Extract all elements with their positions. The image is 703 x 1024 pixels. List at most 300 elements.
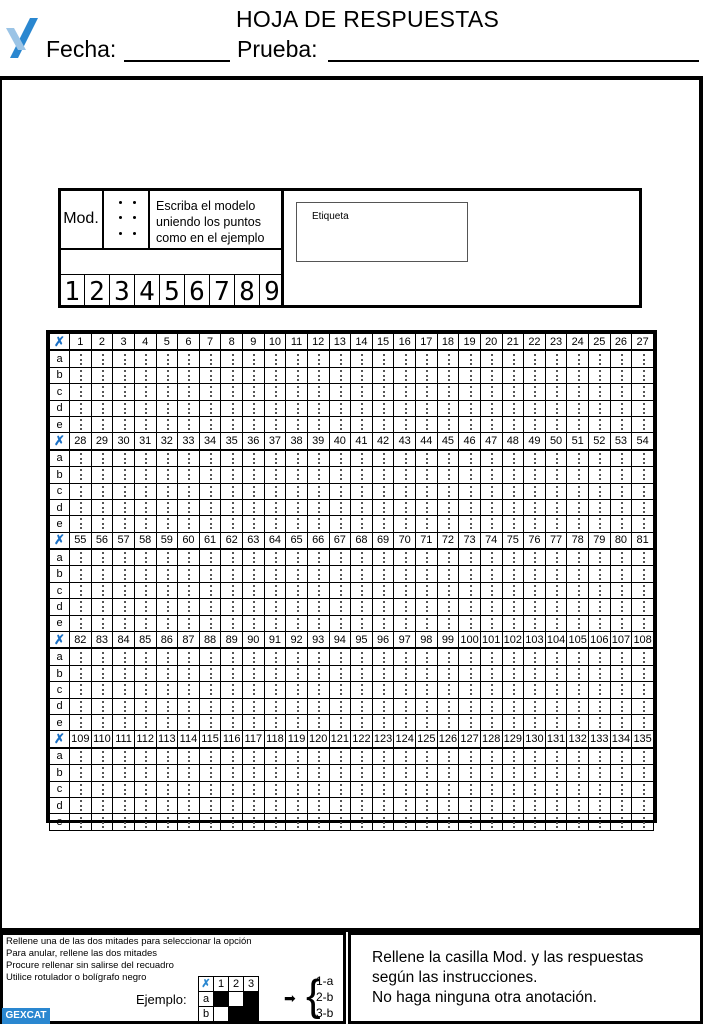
answer-bubble[interactable] — [178, 781, 200, 797]
answer-bubble[interactable] — [372, 582, 394, 598]
answer-bubble[interactable] — [502, 748, 524, 765]
answer-bubble[interactable] — [351, 483, 373, 499]
answer-bubble[interactable] — [329, 566, 351, 582]
answer-bubble[interactable] — [70, 648, 92, 665]
answer-bubble[interactable] — [199, 698, 221, 714]
answer-bubble[interactable] — [567, 765, 589, 781]
answer-bubble[interactable] — [351, 350, 373, 367]
answer-bubble[interactable] — [351, 367, 373, 383]
answer-bubble[interactable] — [394, 400, 416, 416]
answer-bubble[interactable] — [372, 516, 394, 532]
answer-bubble[interactable] — [459, 416, 481, 432]
answer-bubble[interactable] — [91, 499, 113, 515]
answer-bubble[interactable] — [156, 467, 178, 483]
answer-bubble[interactable] — [416, 483, 438, 499]
answer-bubble[interactable] — [437, 615, 459, 631]
answer-bubble[interactable] — [264, 400, 286, 416]
answer-bubble[interactable] — [416, 499, 438, 515]
answer-bubble[interactable] — [632, 582, 654, 598]
answer-bubble[interactable] — [221, 682, 243, 698]
answer-bubble[interactable] — [178, 714, 200, 730]
answer-bubble[interactable] — [199, 615, 221, 631]
answer-bubble[interactable] — [178, 367, 200, 383]
answer-bubble[interactable] — [307, 648, 329, 665]
answer-bubble[interactable] — [178, 814, 200, 830]
answer-bubble[interactable] — [178, 748, 200, 765]
answer-bubble[interactable] — [372, 599, 394, 615]
answer-bubble[interactable] — [221, 599, 243, 615]
answer-bubble[interactable] — [502, 416, 524, 432]
answer-bubble[interactable] — [480, 599, 502, 615]
answer-bubble[interactable] — [610, 648, 632, 665]
answer-bubble[interactable] — [372, 566, 394, 582]
answer-bubble[interactable] — [524, 350, 546, 367]
answer-bubble[interactable] — [632, 400, 654, 416]
answer-bubble[interactable] — [307, 350, 329, 367]
answer-bubble[interactable] — [199, 350, 221, 367]
answer-bubble[interactable] — [416, 814, 438, 830]
answer-bubble[interactable] — [70, 516, 92, 532]
answer-bubble[interactable] — [459, 615, 481, 631]
answer-bubble[interactable] — [632, 350, 654, 367]
answer-bubble[interactable] — [199, 665, 221, 681]
answer-bubble[interactable] — [178, 483, 200, 499]
answer-bubble[interactable] — [589, 566, 611, 582]
answer-bubble[interactable] — [632, 698, 654, 714]
answer-bubble[interactable] — [502, 499, 524, 515]
answer-bubble[interactable] — [91, 599, 113, 615]
answer-bubble[interactable] — [567, 714, 589, 730]
answer-bubble[interactable] — [502, 599, 524, 615]
answer-bubble[interactable] — [372, 814, 394, 830]
answer-bubble[interactable] — [437, 582, 459, 598]
answer-bubble[interactable] — [545, 748, 567, 765]
answer-bubble[interactable] — [394, 549, 416, 566]
answer-bubble[interactable] — [372, 781, 394, 797]
answer-bubble[interactable] — [437, 748, 459, 765]
answer-bubble[interactable] — [286, 797, 308, 813]
answer-bubble[interactable] — [610, 483, 632, 499]
answer-bubble[interactable] — [545, 582, 567, 598]
answer-bubble[interactable] — [437, 350, 459, 367]
answer-bubble[interactable] — [134, 814, 156, 830]
answer-bubble[interactable] — [372, 367, 394, 383]
answer-bubble[interactable] — [437, 599, 459, 615]
answer-bubble[interactable] — [524, 814, 546, 830]
answer-bubble[interactable] — [480, 781, 502, 797]
answer-bubble[interactable] — [502, 714, 524, 730]
answer-bubble[interactable] — [459, 797, 481, 813]
answer-bubble[interactable] — [416, 384, 438, 400]
answer-bubble[interactable] — [589, 450, 611, 467]
answer-bubble[interactable] — [545, 714, 567, 730]
answer-bubble[interactable] — [545, 416, 567, 432]
answer-bubble[interactable] — [264, 748, 286, 765]
answer-bubble[interactable] — [610, 499, 632, 515]
answer-bubble[interactable] — [113, 416, 135, 432]
answer-bubble[interactable] — [329, 781, 351, 797]
answer-bubble[interactable] — [156, 665, 178, 681]
answer-bubble[interactable] — [437, 416, 459, 432]
answer-bubble[interactable] — [307, 400, 329, 416]
answer-bubble[interactable] — [459, 582, 481, 598]
answer-bubble[interactable] — [351, 698, 373, 714]
answer-bubble[interactable] — [610, 467, 632, 483]
answer-bubble[interactable] — [91, 566, 113, 582]
answer-bubble[interactable] — [480, 367, 502, 383]
answer-bubble[interactable] — [286, 499, 308, 515]
answer-bubble[interactable] — [113, 516, 135, 532]
answer-bubble[interactable] — [524, 648, 546, 665]
answer-bubble[interactable] — [178, 450, 200, 467]
answer-bubble[interactable] — [286, 467, 308, 483]
answer-bubble[interactable] — [91, 698, 113, 714]
answer-bubble[interactable] — [286, 665, 308, 681]
answer-bubble[interactable] — [70, 714, 92, 730]
answer-bubble[interactable] — [243, 549, 265, 566]
answer-bubble[interactable] — [437, 648, 459, 665]
answer-bubble[interactable] — [156, 781, 178, 797]
answer-bubble[interactable] — [286, 566, 308, 582]
answer-bubble[interactable] — [610, 748, 632, 765]
answer-bubble[interactable] — [70, 400, 92, 416]
answer-bubble[interactable] — [589, 549, 611, 566]
answer-bubble[interactable] — [416, 698, 438, 714]
answer-bubble[interactable] — [178, 467, 200, 483]
answer-bubble[interactable] — [589, 765, 611, 781]
answer-bubble[interactable] — [632, 765, 654, 781]
answer-bubble[interactable] — [307, 582, 329, 598]
answer-bubble[interactable] — [113, 549, 135, 566]
answer-bubble[interactable] — [351, 814, 373, 830]
answer-bubble[interactable] — [459, 665, 481, 681]
answer-bubble[interactable] — [221, 566, 243, 582]
answer-bubble[interactable] — [113, 450, 135, 467]
answer-bubble[interactable] — [70, 814, 92, 830]
answer-bubble[interactable] — [329, 648, 351, 665]
answer-bubble[interactable] — [178, 516, 200, 532]
answer-bubble[interactable] — [459, 648, 481, 665]
answer-bubble[interactable] — [264, 714, 286, 730]
answer-bubble[interactable] — [329, 599, 351, 615]
answer-bubble[interactable] — [567, 367, 589, 383]
answer-bubble[interactable] — [351, 781, 373, 797]
answer-bubble[interactable] — [199, 467, 221, 483]
answer-bubble[interactable] — [437, 549, 459, 566]
answer-bubble[interactable] — [134, 682, 156, 698]
answer-bubble[interactable] — [459, 748, 481, 765]
answer-bubble[interactable] — [589, 781, 611, 797]
answer-bubble[interactable] — [502, 483, 524, 499]
answer-bubble[interactable] — [156, 450, 178, 467]
answer-bubble[interactable] — [610, 450, 632, 467]
answer-bubble[interactable] — [351, 384, 373, 400]
answer-bubble[interactable] — [113, 582, 135, 598]
answer-bubble[interactable] — [524, 549, 546, 566]
answer-bubble[interactable] — [329, 814, 351, 830]
answer-bubble[interactable] — [351, 416, 373, 432]
answer-bubble[interactable] — [199, 814, 221, 830]
answer-bubble[interactable] — [524, 516, 546, 532]
answer-bubble[interactable] — [70, 797, 92, 813]
answer-bubble[interactable] — [91, 748, 113, 765]
answer-bubble[interactable] — [394, 467, 416, 483]
answer-bubble[interactable] — [199, 450, 221, 467]
answer-bubble[interactable] — [524, 450, 546, 467]
answer-bubble[interactable] — [394, 748, 416, 765]
answer-bubble[interactable] — [632, 682, 654, 698]
answer-bubble[interactable] — [567, 416, 589, 432]
answer-bubble[interactable] — [199, 367, 221, 383]
answer-bubble[interactable] — [264, 450, 286, 467]
answer-bubble[interactable] — [545, 698, 567, 714]
answer-bubble[interactable] — [437, 797, 459, 813]
answer-bubble[interactable] — [264, 648, 286, 665]
answer-bubble[interactable] — [610, 599, 632, 615]
answer-bubble[interactable] — [70, 483, 92, 499]
answer-bubble[interactable] — [264, 467, 286, 483]
answer-bubble[interactable] — [307, 367, 329, 383]
answer-bubble[interactable] — [416, 450, 438, 467]
answer-bubble[interactable] — [243, 748, 265, 765]
answer-bubble[interactable] — [545, 467, 567, 483]
answer-bubble[interactable] — [134, 467, 156, 483]
answer-bubble[interactable] — [134, 416, 156, 432]
answer-bubble[interactable] — [221, 781, 243, 797]
answer-bubble[interactable] — [178, 698, 200, 714]
answer-bubble[interactable] — [329, 350, 351, 367]
answer-bubble[interactable] — [416, 400, 438, 416]
answer-bubble[interactable] — [416, 781, 438, 797]
answer-bubble[interactable] — [286, 367, 308, 383]
answer-bubble[interactable] — [632, 450, 654, 467]
answer-bubble[interactable] — [264, 384, 286, 400]
answer-bubble[interactable] — [264, 765, 286, 781]
answer-bubble[interactable] — [372, 797, 394, 813]
answer-bubble[interactable] — [91, 765, 113, 781]
answer-bubble[interactable] — [610, 350, 632, 367]
answer-bubble[interactable] — [134, 714, 156, 730]
answer-bubble[interactable] — [394, 781, 416, 797]
answer-bubble[interactable] — [329, 384, 351, 400]
answer-bubble[interactable] — [394, 814, 416, 830]
answer-bubble[interactable] — [502, 765, 524, 781]
answer-bubble[interactable] — [307, 599, 329, 615]
answer-bubble[interactable] — [156, 797, 178, 813]
answer-bubble[interactable] — [221, 648, 243, 665]
answer-bubble[interactable] — [524, 367, 546, 383]
answer-bubble[interactable] — [329, 416, 351, 432]
answer-bubble[interactable] — [199, 797, 221, 813]
answer-bubble[interactable] — [113, 765, 135, 781]
answer-bubble[interactable] — [545, 765, 567, 781]
answer-bubble[interactable] — [372, 450, 394, 467]
answer-bubble[interactable] — [199, 748, 221, 765]
answer-bubble[interactable] — [70, 350, 92, 367]
answer-bubble[interactable] — [264, 416, 286, 432]
answer-bubble[interactable] — [243, 467, 265, 483]
answer-bubble[interactable] — [113, 483, 135, 499]
answer-bubble[interactable] — [545, 648, 567, 665]
answer-bubble[interactable] — [632, 499, 654, 515]
answer-bubble[interactable] — [243, 450, 265, 467]
answer-bubble[interactable] — [243, 499, 265, 515]
answer-bubble[interactable] — [307, 698, 329, 714]
answer-bubble[interactable] — [351, 599, 373, 615]
answer-bubble[interactable] — [243, 599, 265, 615]
answer-bubble[interactable] — [459, 549, 481, 566]
answer-bubble[interactable] — [286, 582, 308, 598]
answer-bubble[interactable] — [567, 400, 589, 416]
answer-bubble[interactable] — [113, 682, 135, 698]
answer-bubble[interactable] — [480, 450, 502, 467]
answer-bubble[interactable] — [329, 665, 351, 681]
answer-bubble[interactable] — [632, 781, 654, 797]
answer-bubble[interactable] — [524, 582, 546, 598]
answer-bubble[interactable] — [416, 765, 438, 781]
answer-bubble[interactable] — [199, 483, 221, 499]
answer-bubble[interactable] — [351, 400, 373, 416]
answer-bubble[interactable] — [307, 682, 329, 698]
answer-bubble[interactable] — [394, 698, 416, 714]
answer-bubble[interactable] — [372, 483, 394, 499]
answer-bubble[interactable] — [329, 698, 351, 714]
answer-bubble[interactable] — [307, 566, 329, 582]
answer-bubble[interactable] — [416, 648, 438, 665]
answer-bubble[interactable] — [437, 665, 459, 681]
answer-bubble[interactable] — [243, 797, 265, 813]
answer-bubble[interactable] — [199, 400, 221, 416]
answer-bubble[interactable] — [264, 682, 286, 698]
answer-bubble[interactable] — [567, 698, 589, 714]
answer-bubble[interactable] — [459, 781, 481, 797]
answer-bubble[interactable] — [243, 682, 265, 698]
answer-bubble[interactable] — [502, 400, 524, 416]
answer-bubble[interactable] — [372, 549, 394, 566]
answer-bubble[interactable] — [243, 698, 265, 714]
answer-bubble[interactable] — [113, 599, 135, 615]
answer-bubble[interactable] — [610, 549, 632, 566]
answer-bubble[interactable] — [610, 814, 632, 830]
answer-bubble[interactable] — [286, 748, 308, 765]
answer-bubble[interactable] — [524, 467, 546, 483]
answer-bubble[interactable] — [178, 350, 200, 367]
model-dots-field[interactable] — [104, 190, 150, 248]
answer-bubble[interactable] — [502, 467, 524, 483]
answer-bubble[interactable] — [524, 797, 546, 813]
answer-bubble[interactable] — [329, 615, 351, 631]
answer-bubble[interactable] — [589, 350, 611, 367]
answer-bubble[interactable] — [307, 450, 329, 467]
answer-bubble[interactable] — [91, 400, 113, 416]
answer-bubble[interactable] — [480, 350, 502, 367]
answer-bubble[interactable] — [394, 384, 416, 400]
answer-bubble[interactable] — [416, 599, 438, 615]
answer-bubble[interactable] — [589, 698, 611, 714]
answer-bubble[interactable] — [134, 367, 156, 383]
answer-bubble[interactable] — [199, 648, 221, 665]
answer-bubble[interactable] — [307, 748, 329, 765]
answer-bubble[interactable] — [459, 350, 481, 367]
answer-bubble[interactable] — [221, 384, 243, 400]
answer-bubble[interactable] — [610, 665, 632, 681]
answer-bubble[interactable] — [524, 483, 546, 499]
answer-bubble[interactable] — [459, 765, 481, 781]
answer-bubble[interactable] — [437, 814, 459, 830]
answer-bubble[interactable] — [307, 499, 329, 515]
answer-bubble[interactable] — [243, 615, 265, 631]
answer-bubble[interactable] — [91, 384, 113, 400]
answer-bubble[interactable] — [610, 416, 632, 432]
answer-bubble[interactable] — [351, 450, 373, 467]
answer-bubble[interactable] — [524, 400, 546, 416]
answer-bubble[interactable] — [178, 384, 200, 400]
answer-bubble[interactable] — [610, 698, 632, 714]
answer-bubble[interactable] — [91, 582, 113, 598]
answer-bubble[interactable] — [524, 748, 546, 765]
answer-bubble[interactable] — [394, 566, 416, 582]
answer-bubble[interactable] — [264, 814, 286, 830]
answer-bubble[interactable] — [91, 714, 113, 730]
answer-bubble[interactable] — [286, 781, 308, 797]
answer-bubble[interactable] — [91, 781, 113, 797]
answer-bubble[interactable] — [70, 781, 92, 797]
answer-bubble[interactable] — [589, 615, 611, 631]
answer-bubble[interactable] — [567, 615, 589, 631]
answer-bubble[interactable] — [243, 665, 265, 681]
answer-bubble[interactable] — [91, 516, 113, 532]
prueba-field[interactable] — [328, 60, 699, 62]
answer-bubble[interactable] — [199, 765, 221, 781]
answer-bubble[interactable] — [567, 682, 589, 698]
answer-bubble[interactable] — [351, 714, 373, 730]
answer-bubble[interactable] — [329, 467, 351, 483]
answer-bubble[interactable] — [502, 698, 524, 714]
answer-bubble[interactable] — [156, 648, 178, 665]
answer-bubble[interactable] — [134, 698, 156, 714]
answer-bubble[interactable] — [70, 665, 92, 681]
answer-bubble[interactable] — [502, 516, 524, 532]
answer-bubble[interactable] — [243, 384, 265, 400]
answer-bubble[interactable] — [589, 814, 611, 830]
answer-bubble[interactable] — [502, 582, 524, 598]
answer-bubble[interactable] — [480, 566, 502, 582]
answer-bubble[interactable] — [632, 648, 654, 665]
answer-bubble[interactable] — [437, 516, 459, 532]
answer-bubble[interactable] — [178, 615, 200, 631]
answer-bubble[interactable] — [307, 765, 329, 781]
answer-bubble[interactable] — [437, 499, 459, 515]
answer-bubble[interactable] — [480, 698, 502, 714]
answer-bubble[interactable] — [567, 467, 589, 483]
answer-bubble[interactable] — [243, 367, 265, 383]
answer-bubble[interactable] — [221, 467, 243, 483]
answer-bubble[interactable] — [329, 549, 351, 566]
answer-bubble[interactable] — [437, 467, 459, 483]
answer-bubble[interactable] — [156, 615, 178, 631]
answer-bubble[interactable] — [372, 400, 394, 416]
answer-bubble[interactable] — [134, 582, 156, 598]
answer-bubble[interactable] — [589, 648, 611, 665]
answer-bubble[interactable] — [567, 516, 589, 532]
answer-bubble[interactable] — [416, 467, 438, 483]
answer-bubble[interactable] — [134, 665, 156, 681]
answer-bubble[interactable] — [178, 582, 200, 598]
answer-bubble[interactable] — [416, 566, 438, 582]
answer-bubble[interactable] — [199, 499, 221, 515]
answer-bubble[interactable] — [502, 615, 524, 631]
answer-bubble[interactable] — [243, 582, 265, 598]
